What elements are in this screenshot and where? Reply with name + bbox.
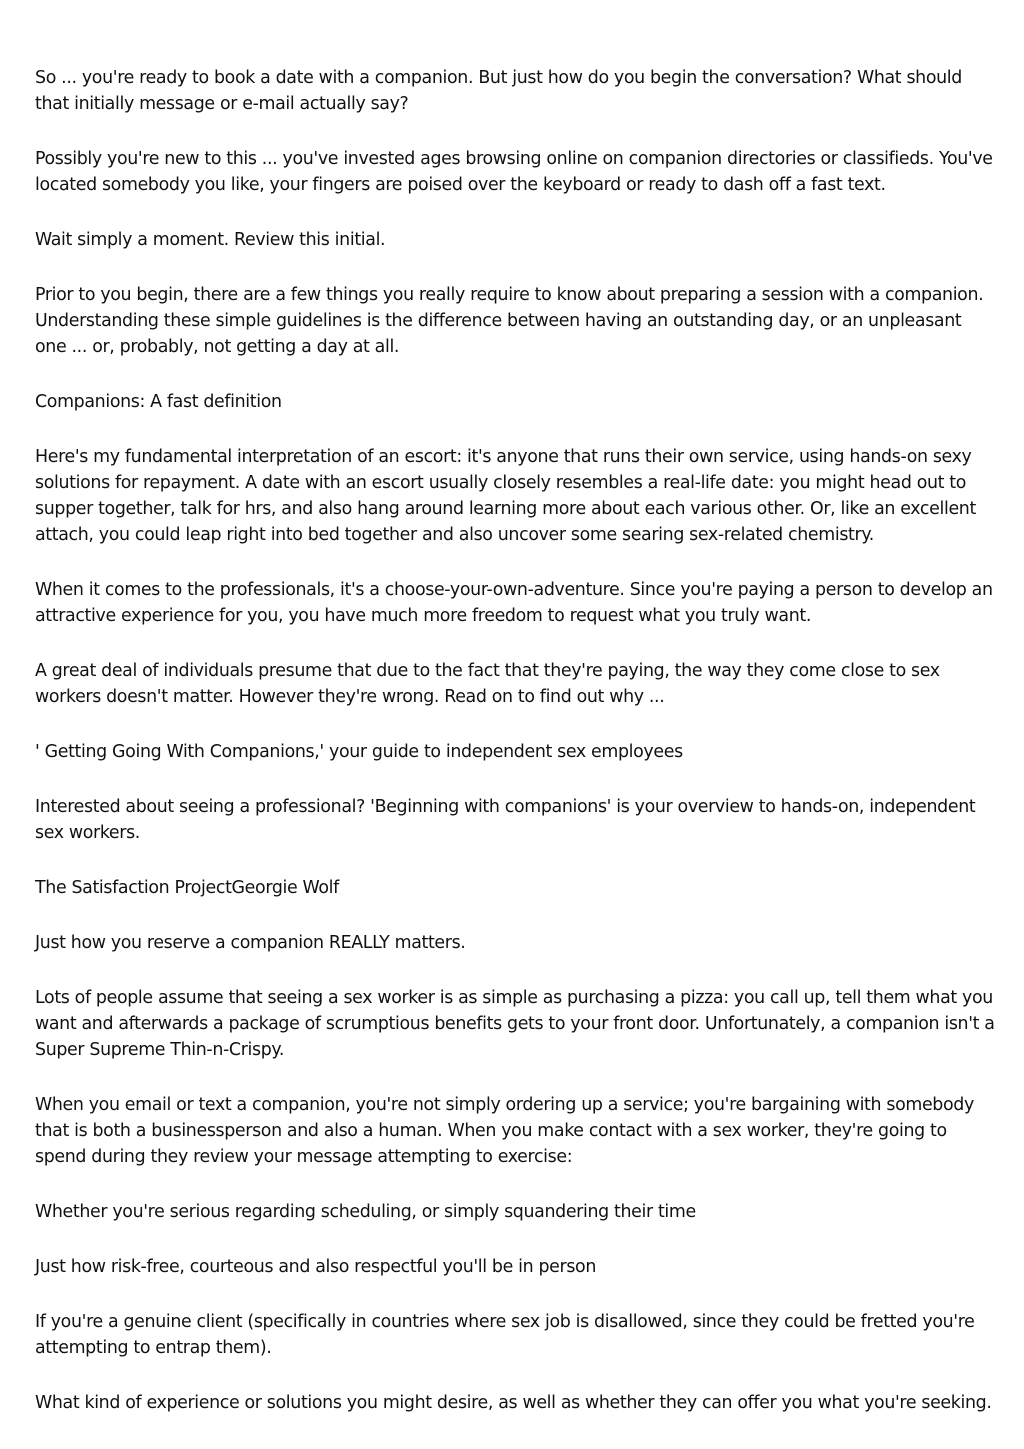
list-item: What kind of experience or solutions you might desire, as well as whether they can offer you what you're seeking. xyxy=(35,1393,992,1413)
paragraph: So ... you're ready to book a date with a companion. But just how do you begin the conversation? What should that initially message or e-mail actually say? xyxy=(35,68,962,114)
paragraph: When you email or text a companion, you're not simply ordering up a service; you're bargaining with somebody that is both a businessperson and also a human. When you make contact with a sex worker, they're going to spend during they review your message attempting to exercise: xyxy=(35,1095,974,1167)
section-heading: ' Getting Going With Companions,' your guide to independent sex employees xyxy=(35,742,683,762)
paragraph: Lots of people assume that seeing a sex worker is as simple as purchasing a pizza: you call up, tell them what you want and afterwards a package of scrumptious benefits gets to your front door. Unfortunately, a companion isn't a Super Supreme Thin-n-Crispy. xyxy=(35,988,995,1060)
list-item: Just how risk-free, courteous and also respectful you'll be in person xyxy=(35,1257,596,1277)
paragraph: Here's my fundamental interpretation of an escort: it's anyone that runs their own service, using hands-on sexy solutions for repayment. A date with an escort usually closely resembles a real-life date: you might head out to supper together, talk for hrs, and also hang around learning more about each various other. Or, like an excellent attach, you could leap right into bed together and also uncover some searing sex-related chemistry. xyxy=(35,447,976,545)
paragraph: Interested about seeing a professional? 'Beginning with companions' is your overview to hands-on, independent sex workers. xyxy=(35,797,976,843)
paragraph: Prior to you begin, there are a few things you really require to know about preparing a session with a companion. Understanding these simple guidelines is the difference between having an outstanding day, or an unpleasant one ... or, probably, not getting a day at all. xyxy=(35,285,984,357)
document-body xyxy=(35,65,995,1445)
section-heading: Companions: A fast definition xyxy=(35,392,282,412)
byline: The Satisfaction ProjectGeorgie Wolf xyxy=(35,878,339,898)
paragraph: Possibly you're new to this ... you've invested ages browsing online on companion directories or classifieds. You've located somebody you like, your fingers are poised over the keyboard or ready to dash off a fast text. xyxy=(35,149,993,195)
paragraph: Just how you reserve a companion REALLY matters. xyxy=(35,933,466,953)
list-item: Whether you're serious regarding scheduling, or simply squandering their time xyxy=(35,1202,696,1222)
list-item: If you're a genuine client (specifically in countries where sex job is disallowed, since they could be fretted you're attempting to entrap them). xyxy=(35,1312,975,1358)
paragraph: A great deal of individuals presume that due to the fact that they're paying, the way they come close to sex workers doesn't matter. However they're wrong. Read on to find out why ... xyxy=(35,661,940,707)
paragraph: Wait simply a moment. Review this initial. xyxy=(35,230,386,250)
paragraph: When it comes to the professionals, it's a choose-your-own-adventure. Since you're paying a person to develop an attractive experience for you, you have much more freedom to request what you truly want. xyxy=(35,580,993,626)
